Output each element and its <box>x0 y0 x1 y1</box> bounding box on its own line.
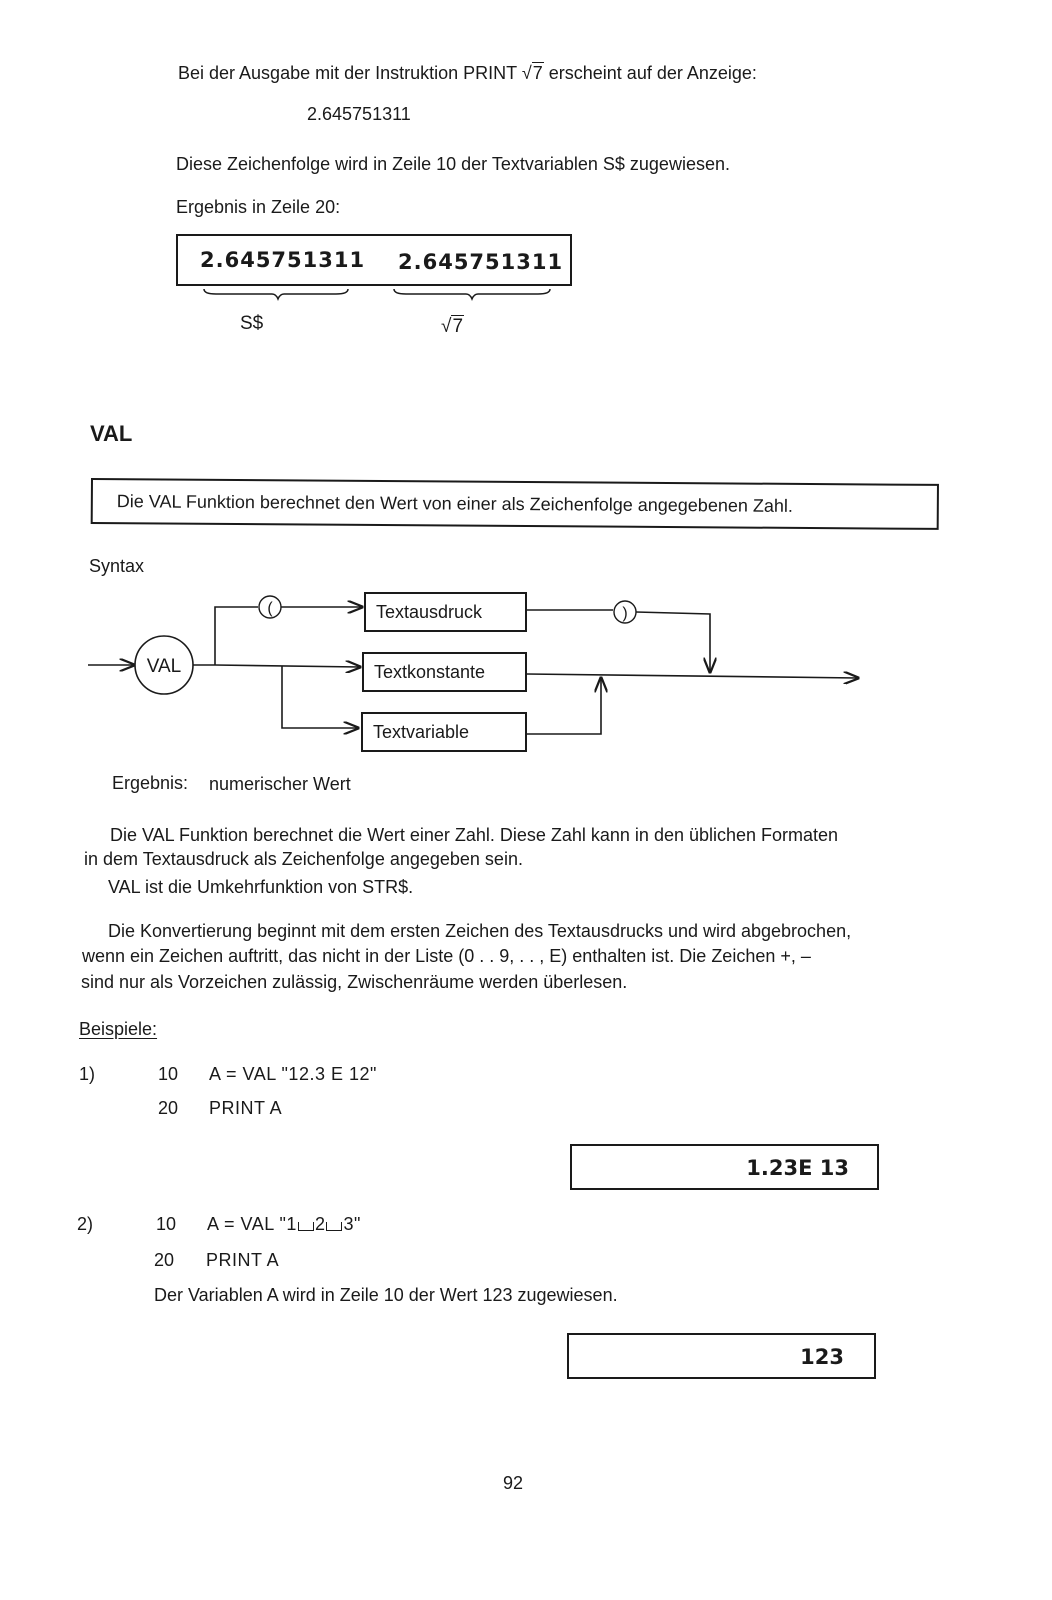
example1-line2-no: 20 <box>158 1098 179 1118</box>
result-label: Ergebnis: <box>112 773 189 793</box>
intro-line-1-pre: Bei der Ausgabe mit der Instruktion PRINT <box>178 63 517 83</box>
example2-display-value: 123 <box>800 1345 844 1369</box>
space-symbol <box>298 1222 314 1231</box>
examples-heading <box>79 1018 157 1040</box>
paragraph1-line2: in dem Textausdruck als Zeichenfolge angegeben sein. <box>84 849 523 869</box>
example1-display-value: 1.23E 13 <box>746 1156 849 1180</box>
example2-code-post: 3" <box>343 1214 361 1234</box>
paragraph2-line2: wenn ein Zeichen auftritt, das nicht in der Liste (0 . . 9, . . , E) enthalten ist. Die Zeichen +, – <box>82 946 811 966</box>
syntax-box-textkonstante: Textkonstante <box>362 652 527 692</box>
syntax-label: Syntax <box>89 556 145 576</box>
display-box-1 <box>176 234 572 286</box>
close-paren-text: ) <box>622 605 628 622</box>
example2-line2-no: 20 <box>154 1250 175 1270</box>
display-left-value: 2.645751311 <box>200 248 366 272</box>
example1-display <box>570 1144 879 1190</box>
space-symbol-2 <box>326 1222 342 1231</box>
display-right-label <box>441 316 464 338</box>
assign-text: Diese Zeichenfolge wird in Zeile 10 der Textvariablen S$ zugewiesen. <box>176 154 730 174</box>
example2-code-mid: 2 <box>314 1214 326 1234</box>
result-label: Ergebnis in Zeile 20: <box>176 197 341 217</box>
example2-line1-no: 10 <box>156 1214 177 1234</box>
open-paren-text: ( <box>267 600 273 617</box>
sqrt-symbol-2: √7 <box>441 316 464 337</box>
paragraph2-line1: Die Konvertierung beginnt mit dem ersten Zeichen des Textausdrucks und wird abgebrochen, <box>108 921 852 941</box>
paragraph2-line3: sind nur als Vorzeichen zulässig, Zwischenräume werden überlesen. <box>81 972 628 992</box>
definition-text: Die VAL Funktion berechnet den Wert von einer als Zeichenfolge angegebenen Zahl. <box>116 491 794 516</box>
definition-box <box>91 478 939 530</box>
example2-display <box>567 1333 876 1379</box>
sqrt-symbol: √7 <box>521 63 543 83</box>
section-heading: VAL <box>90 421 133 446</box>
display-right-value: 2.645751311 <box>398 250 564 274</box>
val-circle-text: VAL <box>146 656 182 677</box>
output-value: 2.645751311 <box>307 104 411 124</box>
display-left-label: S$ <box>240 313 264 334</box>
example2-line1-code <box>207 1213 361 1235</box>
result-value: numerischer Wert <box>209 774 351 794</box>
syntax-box-textausdruck: Textausdruck <box>364 592 527 632</box>
paragraph1-line3: VAL ist die Umkehrfunktion von STR$. <box>108 877 414 897</box>
example2-note: Der Variablen A wird in Zeile 10 der Wert 123 zugewiesen. <box>154 1285 618 1305</box>
example2-code-pre: A = VAL "1 <box>207 1214 297 1234</box>
example2-number: 2) <box>77 1214 94 1234</box>
examples-heading-text: Beispiele: <box>79 1019 158 1039</box>
example1-line1-code: A = VAL "12.3 E 12" <box>209 1064 377 1084</box>
example1-number: 1) <box>79 1064 96 1084</box>
syntax-box-textvariable: Textvariable <box>361 712 527 752</box>
sqrt-radicand-2: 7 <box>452 316 464 337</box>
example1-line2-code: PRINT A <box>209 1098 283 1118</box>
paragraph1-line1: Die VAL Funktion berechnet die Wert einer Zahl. Diese Zahl kann in den üblichen Formaten <box>110 825 839 845</box>
example2-line2-code: PRINT A <box>206 1250 280 1270</box>
example1-line1-no: 10 <box>158 1064 179 1084</box>
display-braces <box>176 286 576 306</box>
intro-line-1-post: erscheint auf der Anzeige: <box>548 63 757 83</box>
page-number: 92 <box>503 1473 524 1493</box>
intro-line-1 <box>178 62 757 84</box>
sqrt-radicand: 7 <box>532 63 543 83</box>
